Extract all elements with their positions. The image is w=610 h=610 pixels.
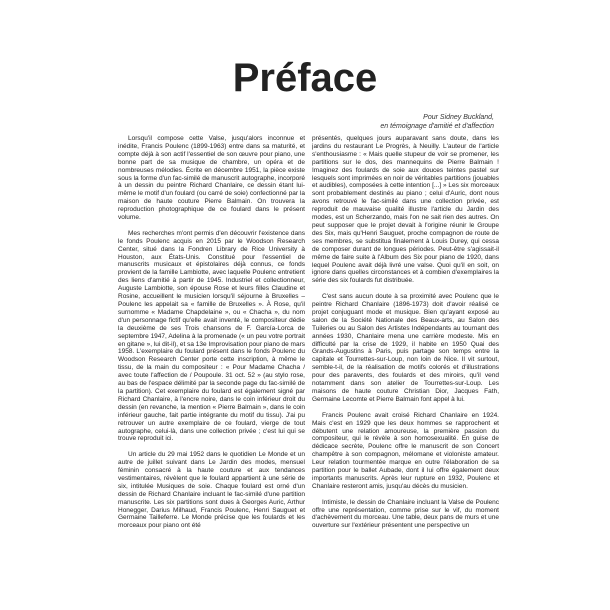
paragraph: Un article du 29 mai 1952 dans le quotidien Le Monde et un autre de juillet suivant dans Le Jardin des modes, mensuel féminin consacré à la haute couture et aux tendances vestimentaires, révèlent que le foulard appartient à une série de six, intitulée Musiques de soie. Chaque foulard est orné d'un dessin de Richard Chanlaire incluant le fac-similé d'une partition manuscrite. Les six partitions sont dues à Georges Auric, Arthur Honegger, Darius Milhaud, Francis Poulenc, Henri Sauguet et Germaine Tailleferre. Le Monde précise que les foulards et les morceaux pour piano ont été xyxy=(118,451,305,530)
paragraph: Intimiste, le dessin de Chanlaire incluant la Valse de Poulenc offre une représentation, comme prise sur le vif, du moment d'achèvement du morceau. Une table, deux pans de murs et une ouverture sur l'extérieur présentent une perspective un xyxy=(312,498,499,530)
paragraph: présentés, quelques jours auparavant sans doute, dans les jardins du restaurant Le Progrès, à Neuilly. L'auteur de l'article s'enthousiasme : « Mais quelle stupeur de voir se promener, les partitions sur le dos, des mannequins de Pierre Balmain ! Imaginez des foulards de soie aux douces teintes pastel sur lesquels sont imprimées en noir de véritables partitions (jouables et audibles), composées à cette intention [...] » Les six morceaux sont probablement destinés au piano ; celui d'Auric, dont nous avons retrouvé le fac-similé dans une collection privée, est reproduit de mauvaise qualité illustre l'article du Jardin des modes, est un Scherzando, mais l'on ne sait rien des autres. On peut supposer que le projet devait à l'origine réunir le Groupe des Six, mais qu'Henri Sauguet, proche compagnon de route de ses membres, se substitua finalement à Louis Durey, qui cessa de composer durant de longues périodes. Peut-être s'agissait-il même de faire suite à l'Album des Six pour piano de 1920, dans lequel Poulenc avait déjà livré une valse. Quoi qu'il en soit, on ignore dans quelles circonstances et à combien d'exemplaires la série des six foulards fut distribuée. xyxy=(312,135,499,285)
paragraph: Lorsqu'il compose cette Valse, jusqu'alors inconnue et inédite, Francis Poulenc (1899-1963) entre dans sa maturité, et compte déjà à son actif l'essentiel de son œuvre pour piano, une bonne part de sa musique de chambre, un opéra et de nombreuses mélodies. Écrite en décembre 1951, la pièce existe sous la forme d'un fac-similé de manuscrit autographe, incorporé à un dessin du peintre Richard Chanlaire, ce dessin étant lui-même le motif d'un foulard (ou carré de soie) confectionné par la maison de haute couture Pierre Balmain. On trouvera la reproduction photographique de ce foulard dans le présent volume. xyxy=(118,135,305,222)
dedication-line: en témoignage d'amitié et d'affection xyxy=(380,123,494,130)
dedication xyxy=(380,113,494,131)
page-title: Préface xyxy=(232,56,378,100)
text-column-left xyxy=(118,135,305,605)
dedication-line: Pour Sidney Buckland, xyxy=(423,114,494,121)
text-column-right xyxy=(312,135,499,605)
paragraph: Mes recherches m'ont permis d'en découvrir l'existence dans le fonds Poulenc acquis en 2015 par le Woodson Research Center, situé dans la Fondren Library de Rice University à Houston, aux États-Unis. Constitué pour l'essentiel de manuscrits musicaux et épistolaires déjà connus, ce fonds provient de la famille Lambiotte, avec laquelle Poulenc entretient des liens d'amitié à partir de 1945. Industriel et collectionneur, Auguste Lambiotte, son épouse Rose et leurs filles Claudine et Rosine, accueillent le musicien lorsqu'il séjourne à Bruxelles – Poulenc les appelait sa « famille de Bruxelles ». À Rose, qu'il surnomme « Madame Chapdelaine », ou « Chacha », du nom d'un personnage fictif qu'elle avait inventé, le compositeur dédie la deuxième de ses Trois chansons de F. García-Lorca de septembre 1947, Adelina à la promenade (« un peu votre portrait en gitane », lui dit-il), et sa 13e Improvisation pour piano de mars 1958. L'exemplaire du foulard présent dans le fonds Poulenc du Woodson Research Center porte cette inscription, à même le tissu, de la main du compositeur : « Pour Madame Chacha / avec toute l'affection de / Poupoule. 31 oct. 52 » (au stylo rose, au bas de l'espace délimité par la seconde page du fac-similé de la partition). Cet exemplaire du foulard est également signé par Richard Chanlaire, à l'encre noire, dans le coin inférieur droit du dessin (en revanche, la mention « Pierre Balmain », dans le coin inférieur gauche, fait partie intégrante du motif du tissu). J'ai pu retrouver un autre exemplaire de ce foulard, vierge de tout autographe, celui-là, dans une collection privée ; c'est lui qui se trouve reproduit ici. xyxy=(118,229,305,443)
paragraph: Francis Poulenc avait croisé Richard Chanlaire en 1924. Mais c'est en 1929 que les deux hommes se rapprochent et débutent une relation amoureuse, la première passion du compositeur, qui le révèle à son homosexualité. En guise de dédicace secrète, Poulenc offre le manuscrit de son Concert champêtre à son compagnon, mélomane et violoniste amateur. Leur relation tourmentée marque en outre l'élaboration de sa partition pour le ballet Aubade, dont il lui offre également deux importants manuscrits. Après leur rupture en 1932, Poulenc et Chanlaire resteront amis, jusqu'au décès du musicien. xyxy=(312,411,499,490)
paragraph: C'est sans aucun doute à sa proximité avec Poulenc que le peintre Richard Chanlaire (1896-1973) doit d'avoir réalisé ce projet conjuguant mode et musique. Bien qu'ayant exposé au salon de la Société Nationale des Beaux-arts, au Salon des Tuileries ou au Salon des Artistes Indépendants au tournant des années 1930, Chanlaire mena une carrière modeste. Mis en difficulté par la crise de 1929, il habite en 1950 Quai des Grands-Augustins à Paris, puis partage son temps entre la capitale et Tourrettes-sur-Loup, non loin de Nice. Il vit surtout, semble-t-il, de la réalisation de motifs colorés et d'illustrations pour des paravents, des foulards et des miroirs, qu'il vend notamment dans son atelier de Tourrettes-sur-Loup. Les maisons de haute couture Christian Dior, Jacques Fath, Germaine Lecomte et Pierre Balmain font appel à lui. xyxy=(312,293,499,403)
